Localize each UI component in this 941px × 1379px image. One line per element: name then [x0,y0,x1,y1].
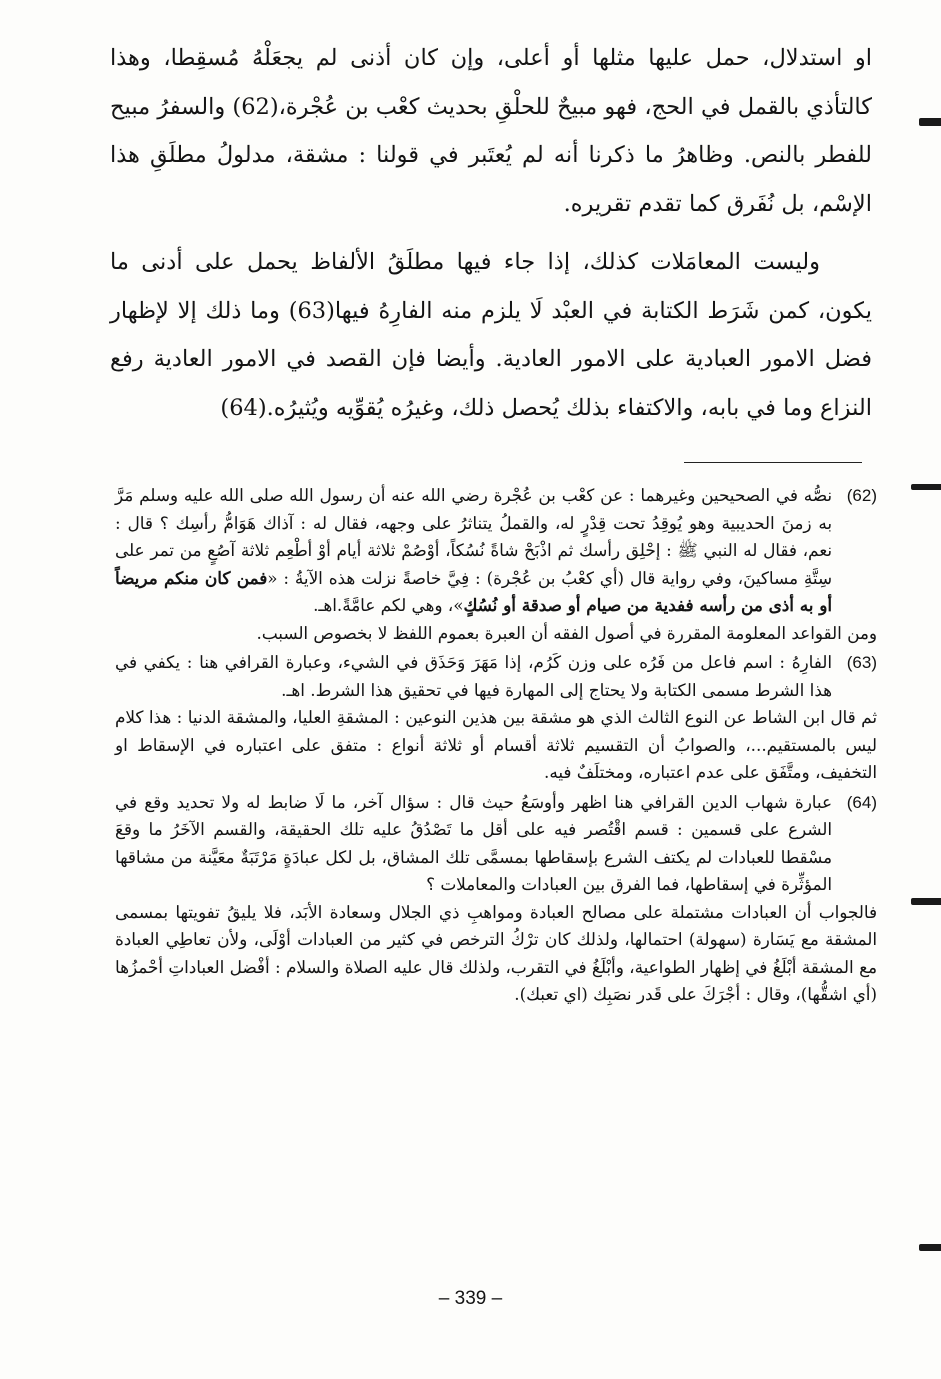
main-text [110,34,872,432]
footnote-number: (62) [846,486,877,505]
page-number: – 339 – [438,1288,503,1309]
footnotes [115,482,877,1009]
footnote-note: ثم قال ابن الشاط عن النوع الثالث الذي هو مشقة بين هذين النوعين : المشقةِ العليا، والمشقة الدنيا : هذا كلام ليس بالمستقيم...، والصوابُ أن التقسيم ثلاثة أقسام أو ثلاثة أنواع : متفق على اعتباره في الإسقاط او التخفيف، ومتَّفَق على عدم اعتباره، ومختلَفٌ فيه. [115,707,877,782]
footnote-answer: فالجواب أن العبادات مشتملة على مصالح العبادة ومواهبِ ذي الجلال وسعادة الأبَد، فلا يليقُ تفويتها بمسمى المشقة مع يَسَارة (سهولة) احتمالها، ولذلك كان ترْكُ الترخص في كثير من العبادات أوْلَى، ولأن تعاطِي العبادة مع المشقة أبْلَغُ في إظهار الطواعية، وأبْلَغُ في التقرب، ولذلك قال عليه الصلاة والسلام : أفْضل العباداتِ أحْمزُها (أي اشقُّها)، وقال : أجْرَكَ على قَدر نصَبِك (اي تعبك). [115,901,877,1004]
footnote-63 [115,649,877,787]
footnote-text [115,482,832,620]
quran-verse: فمن كان منكم مريضاً أو به أذى من رأسه ففدية من صيام أو صدقة أو نُسُكٍ [115,567,832,615]
scan-margin-mark [919,118,941,126]
scan-margin-mark [911,898,941,905]
footnote-number: (64) [846,792,877,812]
paragraph-1: او استدلال، حمل عليها مثلها أو أعلى، وإن كان أذنى لم يجعَلْهُ مُسقِطا، وهذا كالتأذي بالقمل في الحج، فهو مبيحٌ للحلْقِ بحديث كعْب بن عُجْرة،(62) والسفرُ مبيح للفطر بالنص. وظاهرُ ما ذكرنا أنه لم يُعتَبر في قولنا : مشقة، مدلولُ مطلَقِ هذا الإسْم، بل نُفَرق كما تقدم تقريره. [110,45,872,217]
footnote-text-before-verse: نصُّه في الصحيحين وغيرهما : عن كعْب بن عُجْرة رضي الله عنه أن رسول الله صلى الله عليه وسلم مَرَّ به زمنَ الحديبية وهو يُوقِدُ تحت قِدْرٍ له، والقملُ يتناثرُ على وجهه، فقال له : آذاك هَوَامُّ رأسِك ؟ قال : نعم، فقال له النبي ﷺ : إحْلِق رأسك ثم اذْبَحْ شاةً نُسُكاً، أوْصُمْ ثلاثة أيام أوْ أطْعِم ثلاثة آصُعٍ من تمر على سِتَّةِ مساكينَ، وفي رواية قال (أي كعْبُ بن عُجْرة) : فِيَّ خاصةً نزلت هذه الآيةُ : « [115,485,832,588]
footnote-number: (63) [846,653,877,672]
scan-margin-mark [919,1244,941,1251]
scan-margin-mark [911,484,941,490]
footnote-text-after-verse: »، وهي لكم عامَّةً.اهـ. [313,595,464,615]
footnote-text: عبارة شهاب الدين القرافي هنا اظهر وأوسَعُ حيث قال : سؤال آخر، ما لَا ضابط له ولا تحديد وقع في الشرع على قسمين : قسم اقْتُصر فيه على أقل ما تَصْدُقُ عليه تلك الحقيقة، والقسم الآخَرُ ما وقعَ مسْقطا للعبادات لم يكتف الشرع بإسقاطها بمسمَّى تلك المشاق، بل لكل عبادَةٍ مَرْتَبَةٌ معَيَّنة من مشاقها المؤثِّرة في إسقاطها، فما الفرق بين العبادات والمعاملات ؟ [115,791,832,894]
footnote-64 [115,789,877,1009]
paragraph-2: وليست المعامَلات كذلك، إذا جاء فيها مطلَقُ الألفاظ يحمل على أدنى ما يكون، كمن شَرَط الكتابة في العبْد لَا يلزم منه الفارِهُ فيها(63) وما ذلك إلا لإظهار فضل الامور العبادية على الامور العادية. وأيضا فإن القصد في الامور العادية رفع النزاع وما في بابه، والاكتفاء بذلك يُحصل ذلك، وغيرُه يُقوِّيه ويُثيرُه.(64) [110,249,872,421]
footnote-separator [684,462,862,463]
footnote-62 [115,482,877,647]
footnote-text: الفارِهُ : اسم فاعل من فَرُه على وزن كَرُم، إذا مَهَرَ وَحَذَق في الشيء، وعبارة القرافي هنا : يكفي في هذا الشرط مسمى الكتابة ولا يحتاج إلى المهارة فيها في تحقيق هذا الشرط. اهـ. [115,652,832,700]
footnote-note: ومن القواعد المعلومة المقررة في أصول الفقه أن العبرة بعموم اللفظ لا بخصوص السبب. [256,622,877,643]
